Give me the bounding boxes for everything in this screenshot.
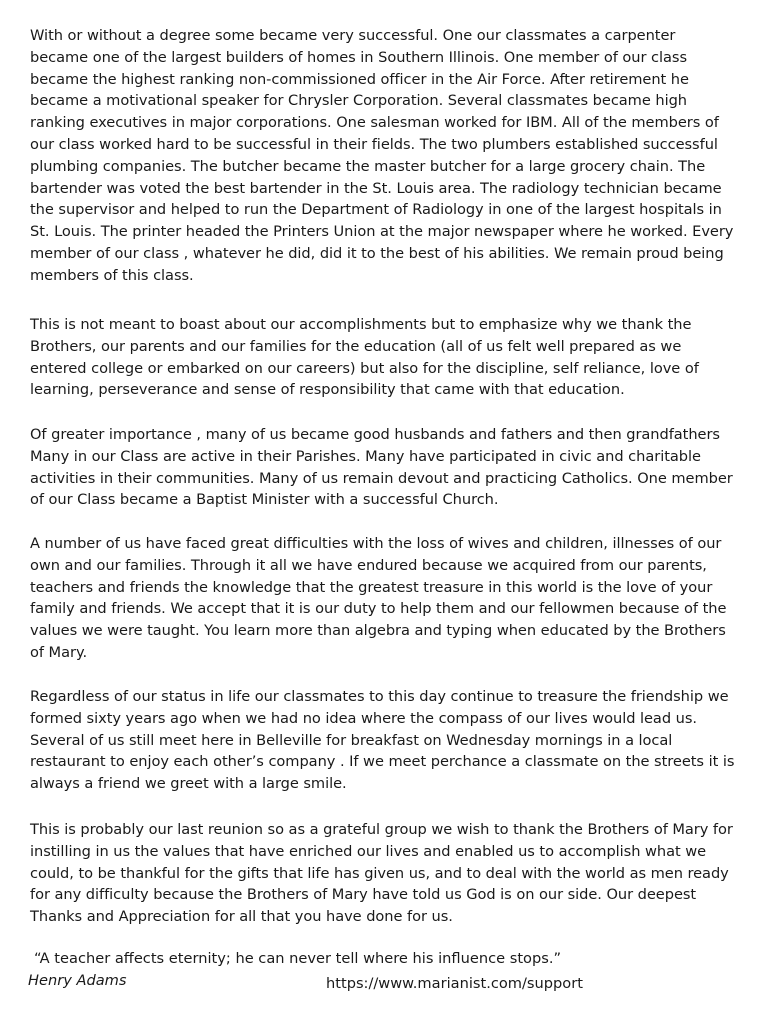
closing-quote: “A teacher affects eternity; he can never tell where his influence stops.” — [34, 950, 562, 967]
paragraph-accomplishments: With or without a degree some became very successful. One our classmates a carpenter became one of the largest builders of homes in Southern Illinois. One member of our class became the highest ranking non-commissioned officer in the Air Force. After retirement he became a motivational speaker for Chrysler Corporation. Several classmates became high ranking executives in major corporations. One salesman worked for IBM. All of the members of our class worked hard to be successful in their fields. The two plumbers established successful plumbing companies. The butcher became the master butcher for a large grocery chain. The bartender was voted the best bartender in the St. Louis area. The radiology technician became the supervisor and helped to run the Department of Radiology in one of the largest hospitals in St. Louis. The printer headed the Printers Union at the major newspaper where he worked. Every member of our class , whatever he did, did it to the best of his abilities. We remain proud being members of this class. — [30, 27, 734, 284]
support-link[interactable]: https://www.marianist.com/support — [326, 975, 583, 992]
paragraph-thanks: This is probably our last reunion so as a grateful group we wish to thank the Brothers of Mary for instilling in us the values that have enriched our lives and enabled us to accomplish what we could, to be thankful for the gifts that life has given us, and to deal with the world as men ready for any difficulty because the Brothers of Mary have told us God is on our side. Our deepest Thanks and Appreciation for all that you have done for us. — [30, 821, 733, 926]
paragraph-difficulties: A number of us have faced great difficulties with the loss of wives and children, illnesses of our own and our families. Through it all we have endured because we acquired from our parents, teachers and friends the knowledge that the greatest treasure in this world is the love of your family and friends. We accept that it is our duty to help them and our fellowmen because of the values we were taught. You learn more than algebra and typing when educated by the Brothers of Mary. — [30, 535, 727, 661]
quote-author: Henry Adams — [28, 972, 127, 989]
paragraph-friendship: Regardless of our status in life our classmates to this day continue to treasure the friendship we formed sixty years ago when we had no idea where the compass of our lives would lead us. Several of us still meet here in Belleville for breakfast on Wednesday mornings in a local restaurant to enjoy each other’s company . If we meet perchance a classmate on the streets it is always a friend we greet with a large smile. — [30, 688, 735, 793]
paragraph-gratitude: This is not meant to boast about our accomplishments but to emphasize why we thank the Brothers, our parents and our families for the education (all of us felt well prepared as we entered college or embarked on our careers) but also for the discipline, self reliance, love of learning, perseverance and sense of responsibility that came with that education. — [30, 316, 699, 399]
paragraph-family-faith: Of greater importance , many of us became good husbands and fathers and then grandfathers Many in our Class are active in their Parishes. Many have participated in civic and charitable activities in their communities. Many of us remain devout and practicing Catholics. One member of our Class became a Baptist Minister with a successful Church. — [30, 426, 733, 509]
